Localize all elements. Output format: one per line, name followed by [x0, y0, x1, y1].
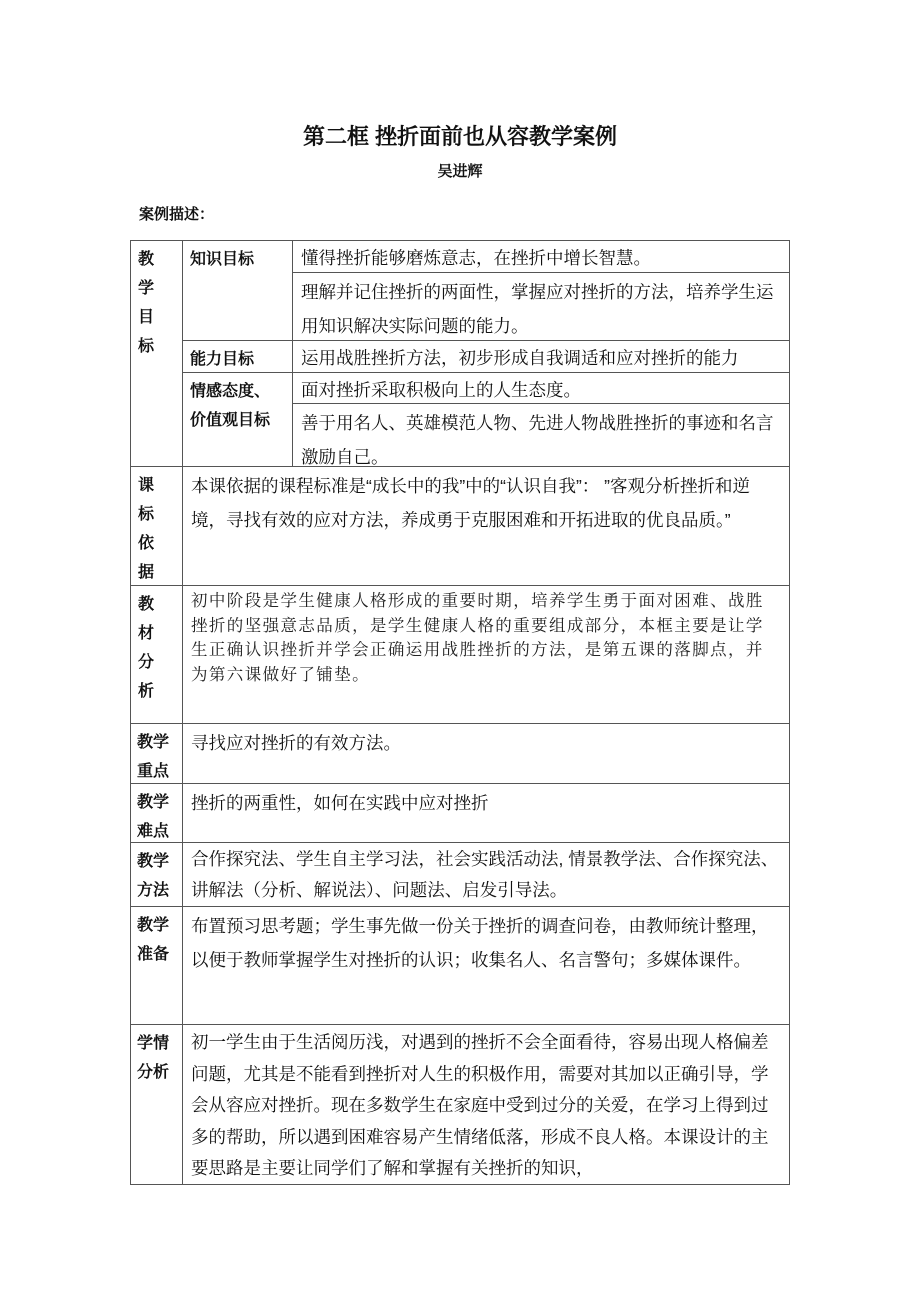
author-name: 吴进辉 [437, 163, 483, 180]
preparation-text: 布置预习思考题；学生事先做一份关于挫折的调查问卷，由教师统计整理，以便于教师掌握学生对挫折的认识；收集名人、名言警句；多媒体课件。 [182, 906, 790, 1025]
emotion-label: 情感态度、价值观目标 [190, 383, 271, 429]
emotion-goal-2: 善于用名人、英雄模范人物、先进人物战胜挫折的事迹和名言激励自己。 [292, 403, 790, 467]
method-text: 合作探究法、学生自主学习法，社会实践活动法, 情景教学法、合作探究法、讲解法（分析、解说法）、问题法、启发引导法。 [182, 842, 790, 907]
student-analysis-label-cell [130, 1024, 183, 1185]
standard-label-cell [130, 466, 183, 586]
key-point-label: 教学重点 [137, 734, 170, 780]
goals-header-cell [130, 240, 183, 467]
difficulty-text: 挫折的两重性，如何在实践中应对挫折 [182, 783, 790, 843]
ability-goal-1: 运用战胜挫折方法，初步形成自我调适和应对挫折的能力 [292, 340, 790, 373]
material-label: 教材分析 [138, 596, 155, 700]
goals-label: 教学目标 [138, 251, 155, 355]
method-label-cell [130, 842, 183, 907]
method-label: 教学方法 [137, 853, 170, 899]
difficulty-label: 教学难点 [137, 794, 170, 840]
preparation-label: 教学准备 [137, 917, 170, 963]
knowledge-label: 知识目标 [190, 251, 255, 268]
preparation-label-cell [130, 906, 183, 1025]
material-text: 初中阶段是学生健康人格形成的重要时期，培养学生勇于面对困难、战胜挫折的坚强意志品质，是学生健康人格的重要组成部分，本框主要是让学生正确认识挫折并学会正确运用战胜挫折的方法，是第五课的落脚点，并为第六课做好了铺垫。 [182, 585, 790, 724]
standard-label: 课标依据 [138, 477, 155, 581]
student-analysis-text: 初一学生由于生活阅历浅，对遇到的挫折不会全面看待，容易出现人格偏差问题，尤其是不能看到挫折对人生的积极作用，需要对其加以正确引导，学会从容应对挫折。现在多数学生在家庭中受到过分的关爱，在学习上得到过多的帮助，所以遇到困难容易产生情绪低落，形成不良人格。本课设计的主要思路是主要让同学们了解和掌握有关挫折的知识， [182, 1024, 790, 1185]
key-point-label-cell [130, 723, 183, 784]
difficulty-label-cell [130, 783, 183, 843]
key-point-text: 寻找应对挫折的有效方法。 [182, 723, 790, 784]
knowledge-goal-2: 理解并记住挫折的两面性，掌握应对挫折的方法，培养学生运用知识解决实际问题的能力。 [292, 272, 790, 341]
knowledge-label-cell [182, 240, 293, 341]
knowledge-goal-1: 懂得挫折能够磨炼意志，在挫折中增长智慧。 [292, 240, 790, 273]
student-analysis-label: 学情分析 [137, 1035, 170, 1081]
ability-label: 能力目标 [190, 351, 255, 368]
document-title: 第二框 挫折面前也从容教学案例 [302, 124, 618, 149]
emotion-goal-1: 面对挫折采取积极向上的人生态度。 [292, 372, 790, 404]
section-label: 案例描述： [139, 206, 215, 223]
material-label-cell [130, 585, 183, 724]
emotion-label-cell [182, 372, 293, 467]
standard-text: 本课依据的课程标准是“成长中的我”中的“认识自我”： ”客观分析挫折和逆境，寻找有效的应对方法，养成勇于克服困难和开拓进取的优良品质。” [182, 466, 790, 586]
ability-label-cell [182, 340, 293, 373]
